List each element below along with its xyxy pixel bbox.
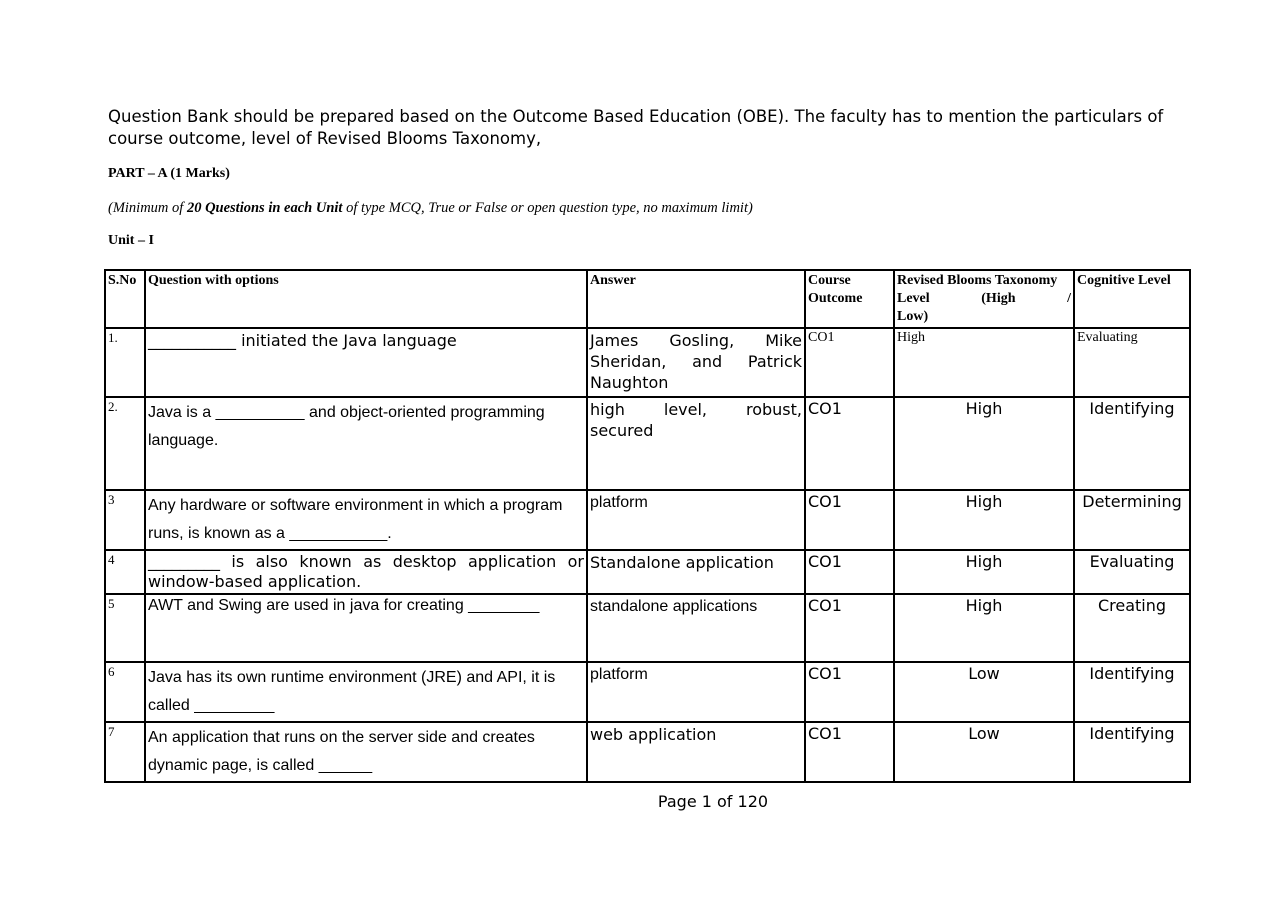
- cell-question: Java has its own runtime environment (JRE) and API, it is called _________: [145, 662, 587, 722]
- cell-answer: web application: [587, 722, 805, 782]
- cell-answer: James Gosling, Mike Sheridan, and Patrick Naughton: [587, 328, 805, 397]
- cell-answer: platform: [587, 490, 805, 550]
- cell-answer: platform: [587, 662, 805, 722]
- cell-question: AWT and Swing are used in java for creating ________: [145, 594, 587, 662]
- cell-blooms-level: High: [894, 328, 1074, 397]
- cell-sno: 2.: [105, 397, 145, 490]
- header-course-outcome: Course Outcome: [805, 270, 894, 328]
- cell-sno: 6: [105, 662, 145, 722]
- table-row: [105, 397, 1190, 490]
- minimum-note-suffix: of type MCQ, True or False or open question type, no maximum limit): [342, 200, 753, 216]
- cell-cognitive-level: Creating: [1074, 594, 1190, 662]
- cell-sno: 3: [105, 490, 145, 550]
- header-blooms-level: [894, 270, 1074, 328]
- cell-question: Java is a __________ and object-oriented programming language.: [145, 397, 587, 490]
- cell-course-outcome: CO1: [805, 550, 894, 594]
- part-heading: PART – A (1 Marks): [108, 166, 230, 181]
- header-sno: S.No: [105, 270, 145, 328]
- cell-question: ___________ initiated the Java language: [145, 328, 587, 397]
- cell-course-outcome: CO1: [805, 490, 894, 550]
- cell-sno: 4: [105, 550, 145, 594]
- cell-cognitive-level: Evaluating: [1074, 550, 1190, 594]
- cell-blooms-level: High: [894, 397, 1074, 490]
- header-blooms-main: Revised Blooms Taxonomy Level (High /: [897, 273, 1071, 306]
- header-question: Question with options: [145, 270, 587, 328]
- question-bank-table: [104, 269, 1191, 783]
- cell-cognitive-level: Identifying: [1074, 397, 1190, 490]
- header-answer: Answer: [587, 270, 805, 328]
- cell-course-outcome: CO1: [805, 594, 894, 662]
- table-row: [105, 722, 1190, 782]
- minimum-note: [108, 200, 753, 217]
- cell-cognitive-level: Identifying: [1074, 722, 1190, 782]
- cell-cognitive-level: Evaluating: [1074, 328, 1190, 397]
- minimum-note-bold: 20 Questions in each Unit: [186, 200, 343, 216]
- table-row: [105, 490, 1190, 550]
- cell-course-outcome: CO1: [805, 722, 894, 782]
- cell-blooms-level: High: [894, 550, 1074, 594]
- cell-question: An application that runs on the server side and creates dynamic page, is called ______: [145, 722, 587, 782]
- table-row: [105, 328, 1190, 397]
- page-number: Page 1 of 120: [657, 792, 769, 811]
- intro-paragraph: Question Bank should be prepared based on the Outcome Based Education (OBE). The faculty has to mention the particulars of course outcome, level of Revised Blooms Taxonomy,: [108, 107, 1164, 148]
- cell-answer: Standalone application: [587, 550, 805, 594]
- table-header-row: [105, 270, 1190, 328]
- table-row: [105, 662, 1190, 722]
- cell-blooms-level: High: [894, 594, 1074, 662]
- minimum-note-prefix: (Minimum of: [108, 200, 187, 216]
- cell-cognitive-level: Identifying: [1074, 662, 1190, 722]
- header-blooms-last: Low): [897, 309, 929, 324]
- cell-cognitive-level: Determining: [1074, 490, 1190, 550]
- cell-blooms-level: Low: [894, 662, 1074, 722]
- cell-question: _________ is also known as desktop application or window-based application.: [145, 550, 587, 594]
- cell-question: Any hardware or software environment in which a program runs, is known as a ___________.: [145, 490, 587, 550]
- table-row: [105, 594, 1190, 662]
- cell-course-outcome: CO1: [805, 397, 894, 490]
- cell-sno: 1.: [105, 328, 145, 397]
- cell-answer: standalone applications: [587, 594, 805, 662]
- cell-sno: 7: [105, 722, 145, 782]
- table-row: [105, 550, 1190, 594]
- cell-answer: high level, robust, secured: [587, 397, 805, 490]
- cell-course-outcome: CO1: [805, 328, 894, 397]
- cell-course-outcome: CO1: [805, 662, 894, 722]
- header-cognitive-level: Cognitive Level: [1074, 270, 1190, 328]
- unit-heading: Unit – I: [108, 233, 154, 248]
- cell-sno: 5: [105, 594, 145, 662]
- cell-blooms-level: Low: [894, 722, 1074, 782]
- cell-blooms-level: High: [894, 490, 1074, 550]
